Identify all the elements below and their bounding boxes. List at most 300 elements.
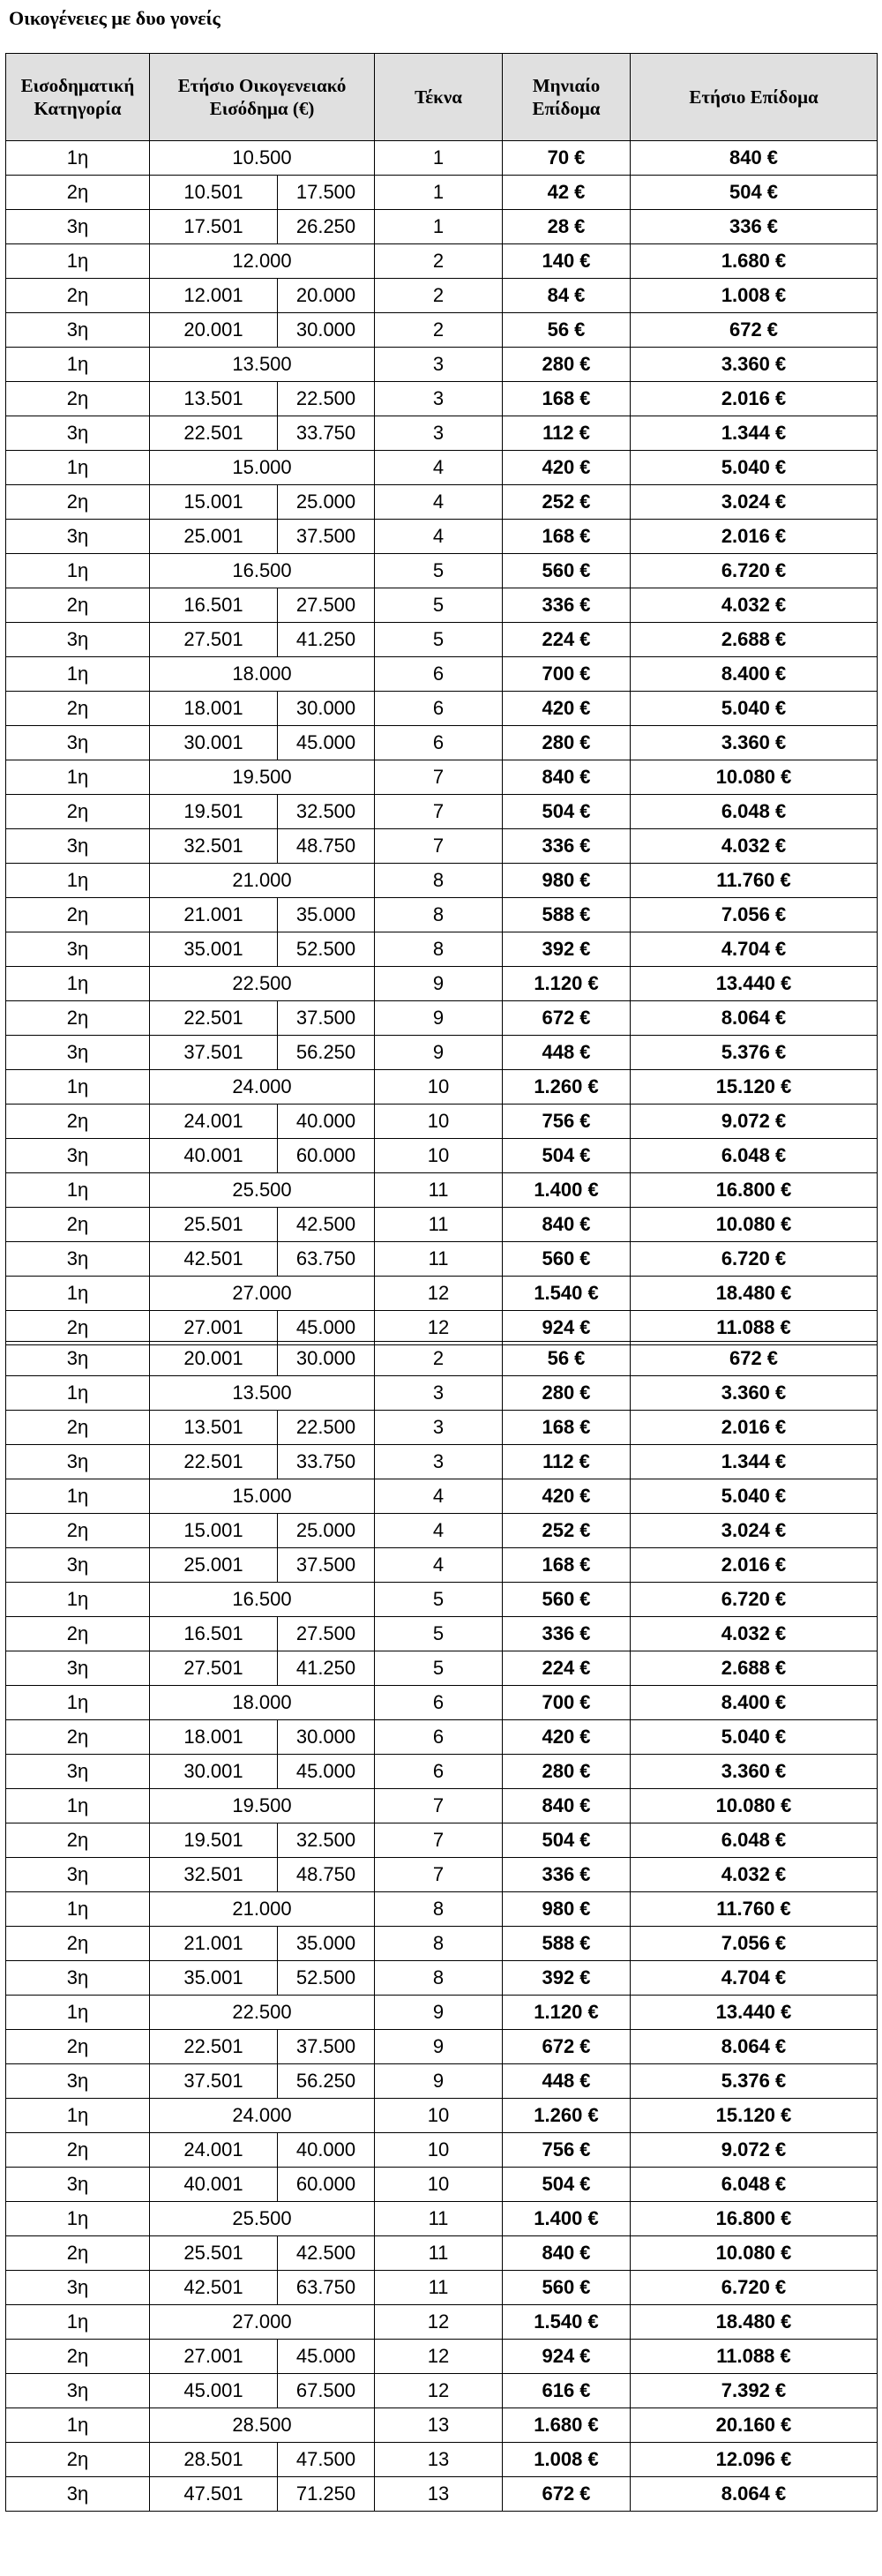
children-cell: 12	[375, 1277, 503, 1311]
annual-allowance-cell: 672 €	[631, 313, 878, 348]
table-row	[6, 1651, 878, 1686]
category-cell: 1η	[6, 348, 150, 382]
children-cell: 4	[375, 451, 503, 485]
children-cell: 11	[375, 2202, 503, 2236]
children-cell: 5	[375, 588, 503, 623]
table-row	[6, 2064, 878, 2099]
children-cell: 2	[375, 244, 503, 279]
monthly-allowance-cell: 560 €	[503, 1242, 631, 1277]
children-cell: 13	[375, 2408, 503, 2443]
table-row	[6, 1277, 878, 1311]
table-row	[6, 2133, 878, 2168]
income-to-cell: 63.750	[278, 1242, 375, 1277]
monthly-allowance-cell: 420 €	[503, 451, 631, 485]
annual-allowance-cell: 4.032 €	[631, 1617, 878, 1651]
children-cell: 2	[375, 1342, 503, 1376]
income-to-cell: 26.250	[278, 210, 375, 244]
table-row	[6, 2305, 878, 2340]
header-category: Εισοδηματική Κατηγορία	[6, 54, 150, 141]
table-row	[6, 1479, 878, 1514]
annual-allowance-cell: 3.360 €	[631, 726, 878, 760]
table-row	[6, 520, 878, 554]
category-cell: 3η	[6, 520, 150, 554]
children-cell: 1	[375, 141, 503, 176]
table-row	[6, 623, 878, 657]
table-row	[6, 382, 878, 416]
income-to-cell: 45.000	[278, 726, 375, 760]
income-from-cell: 22.501	[150, 2030, 278, 2064]
income-to-cell: 52.500	[278, 932, 375, 967]
monthly-allowance-cell: 756 €	[503, 2133, 631, 2168]
table-row	[6, 1617, 878, 1651]
children-cell: 10	[375, 1105, 503, 1139]
monthly-allowance-cell: 980 €	[503, 1892, 631, 1927]
annual-allowance-cell: 4.032 €	[631, 1858, 878, 1892]
income-threshold-cell: 19.500	[150, 1789, 375, 1823]
monthly-allowance-cell: 504 €	[503, 795, 631, 829]
income-threshold-cell: 18.000	[150, 657, 375, 692]
category-cell: 3η	[6, 623, 150, 657]
income-from-cell: 22.501	[150, 1445, 278, 1479]
header-children: Τέκνα	[375, 54, 503, 141]
income-from-cell: 20.001	[150, 1342, 278, 1376]
children-cell: 9	[375, 1001, 503, 1036]
income-to-cell: 33.750	[278, 416, 375, 451]
monthly-allowance-cell: 336 €	[503, 1858, 631, 1892]
table-row	[6, 1105, 878, 1139]
monthly-allowance-cell: 168 €	[503, 382, 631, 416]
income-from-cell: 18.001	[150, 692, 278, 726]
children-cell: 1	[375, 176, 503, 210]
children-cell: 12	[375, 2374, 503, 2408]
table-row	[6, 348, 878, 382]
income-to-cell: 52.500	[278, 1961, 375, 1996]
monthly-allowance-cell: 672 €	[503, 2030, 631, 2064]
category-cell: 3η	[6, 726, 150, 760]
children-cell: 11	[375, 1208, 503, 1242]
income-to-cell: 60.000	[278, 2168, 375, 2202]
income-to-cell: 22.500	[278, 382, 375, 416]
category-cell: 2η	[6, 485, 150, 520]
table-row	[6, 1823, 878, 1858]
children-cell: 11	[375, 2271, 503, 2305]
children-cell: 8	[375, 1961, 503, 1996]
income-to-cell: 45.000	[278, 1755, 375, 1789]
income-from-cell: 15.001	[150, 485, 278, 520]
category-cell: 1η	[6, 554, 150, 588]
category-cell: 2η	[6, 1105, 150, 1139]
annual-allowance-cell: 1.008 €	[631, 279, 878, 313]
income-threshold-cell: 12.000	[150, 244, 375, 279]
income-from-cell: 13.501	[150, 382, 278, 416]
category-cell: 3η	[6, 1139, 150, 1173]
children-cell: 9	[375, 967, 503, 1001]
monthly-allowance-cell: 1.400 €	[503, 1173, 631, 1208]
annual-allowance-cell: 6.048 €	[631, 1823, 878, 1858]
income-to-cell: 25.000	[278, 1514, 375, 1548]
income-threshold-cell: 21.000	[150, 1892, 375, 1927]
category-cell: 2η	[6, 2236, 150, 2271]
annual-allowance-cell: 4.032 €	[631, 829, 878, 864]
annual-allowance-cell: 6.048 €	[631, 2168, 878, 2202]
table-row	[6, 2271, 878, 2305]
annual-allowance-cell: 15.120 €	[631, 1070, 878, 1105]
monthly-allowance-cell: 840 €	[503, 760, 631, 795]
monthly-allowance-cell: 280 €	[503, 726, 631, 760]
children-cell: 7	[375, 795, 503, 829]
income-to-cell: 47.500	[278, 2443, 375, 2477]
category-cell: 2η	[6, 1411, 150, 1445]
table-row	[6, 485, 878, 520]
income-from-cell: 15.001	[150, 1514, 278, 1548]
income-to-cell: 35.000	[278, 1927, 375, 1961]
income-to-cell: 30.000	[278, 1720, 375, 1755]
table-row	[6, 210, 878, 244]
children-cell: 4	[375, 520, 503, 554]
income-to-cell: 25.000	[278, 485, 375, 520]
income-to-cell: 32.500	[278, 795, 375, 829]
children-cell: 2	[375, 279, 503, 313]
monthly-allowance-cell: 560 €	[503, 554, 631, 588]
annual-allowance-cell: 6.048 €	[631, 795, 878, 829]
table-row	[6, 141, 878, 176]
income-to-cell: 56.250	[278, 1036, 375, 1070]
children-cell: 13	[375, 2443, 503, 2477]
monthly-allowance-cell: 1.260 €	[503, 2099, 631, 2133]
children-cell: 4	[375, 485, 503, 520]
monthly-allowance-cell: 924 €	[503, 1311, 631, 1345]
table-row	[6, 967, 878, 1001]
children-cell: 8	[375, 1927, 503, 1961]
monthly-allowance-cell: 700 €	[503, 1686, 631, 1720]
header-row	[6, 54, 878, 141]
table-row	[6, 2374, 878, 2408]
table-row	[6, 1548, 878, 1583]
table-row	[6, 416, 878, 451]
table-row	[6, 1139, 878, 1173]
income-from-cell: 30.001	[150, 726, 278, 760]
income-threshold-cell: 15.000	[150, 451, 375, 485]
monthly-allowance-cell: 252 €	[503, 485, 631, 520]
income-threshold-cell: 22.500	[150, 967, 375, 1001]
monthly-allowance-cell: 56 €	[503, 1342, 631, 1376]
table-row	[6, 1755, 878, 1789]
table-row	[6, 1583, 878, 1617]
income-to-cell: 60.000	[278, 1139, 375, 1173]
annual-allowance-cell: 13.440 €	[631, 1996, 878, 2030]
annual-allowance-cell: 8.064 €	[631, 1001, 878, 1036]
category-cell: 1η	[6, 2305, 150, 2340]
annual-allowance-cell: 6.720 €	[631, 1583, 878, 1617]
monthly-allowance-cell: 336 €	[503, 1617, 631, 1651]
monthly-allowance-cell: 1.260 €	[503, 1070, 631, 1105]
table-row	[6, 2168, 878, 2202]
monthly-allowance-cell: 616 €	[503, 2374, 631, 2408]
monthly-allowance-cell: 504 €	[503, 1823, 631, 1858]
income-from-cell: 35.001	[150, 1961, 278, 1996]
income-from-cell: 25.001	[150, 1548, 278, 1583]
children-cell: 11	[375, 2236, 503, 2271]
income-threshold-cell: 27.000	[150, 1277, 375, 1311]
table-row	[6, 2202, 878, 2236]
annual-allowance-cell: 13.440 €	[631, 967, 878, 1001]
table-row	[6, 829, 878, 864]
children-cell: 6	[375, 692, 503, 726]
category-cell: 2η	[6, 1514, 150, 1548]
table-row	[6, 1686, 878, 1720]
income-threshold-cell: 25.500	[150, 2202, 375, 2236]
annual-allowance-cell: 9.072 €	[631, 2133, 878, 2168]
table-row	[6, 2099, 878, 2133]
annual-allowance-cell: 16.800 €	[631, 1173, 878, 1208]
income-to-cell: 22.500	[278, 1411, 375, 1445]
income-threshold-cell: 18.000	[150, 1686, 375, 1720]
income-to-cell: 27.500	[278, 1617, 375, 1651]
income-to-cell: 40.000	[278, 2133, 375, 2168]
table-row	[6, 726, 878, 760]
annual-allowance-cell: 8.064 €	[631, 2477, 878, 2512]
annual-allowance-cell: 5.040 €	[631, 451, 878, 485]
income-to-cell: 48.750	[278, 1858, 375, 1892]
annual-allowance-cell: 10.080 €	[631, 1789, 878, 1823]
income-to-cell: 37.500	[278, 520, 375, 554]
income-from-cell: 25.501	[150, 2236, 278, 2271]
category-cell: 3η	[6, 932, 150, 967]
table-row	[6, 864, 878, 898]
income-to-cell: 30.000	[278, 1342, 375, 1376]
children-cell: 4	[375, 1479, 503, 1514]
income-from-cell: 37.501	[150, 1036, 278, 1070]
table-row	[6, 760, 878, 795]
annual-allowance-cell: 9.072 €	[631, 1105, 878, 1139]
table-row	[6, 2408, 878, 2443]
income-to-cell: 37.500	[278, 2030, 375, 2064]
income-from-cell: 45.001	[150, 2374, 278, 2408]
income-to-cell: 42.500	[278, 1208, 375, 1242]
income-to-cell: 41.250	[278, 623, 375, 657]
annual-allowance-cell: 840 €	[631, 141, 878, 176]
annual-allowance-cell: 12.096 €	[631, 2443, 878, 2477]
children-cell: 5	[375, 554, 503, 588]
annual-allowance-cell: 5.040 €	[631, 1720, 878, 1755]
annual-allowance-cell: 7.056 €	[631, 898, 878, 932]
monthly-allowance-cell: 504 €	[503, 1139, 631, 1173]
category-cell: 3η	[6, 2477, 150, 2512]
table-row	[6, 2443, 878, 2477]
category-cell: 2η	[6, 588, 150, 623]
monthly-allowance-cell: 280 €	[503, 1376, 631, 1411]
category-cell: 1η	[6, 2099, 150, 2133]
children-cell: 10	[375, 2099, 503, 2133]
category-cell: 1η	[6, 1996, 150, 2030]
children-cell: 9	[375, 2064, 503, 2099]
income-from-cell: 19.501	[150, 1823, 278, 1858]
category-cell: 1η	[6, 1479, 150, 1514]
annual-allowance-cell: 11.088 €	[631, 1311, 878, 1345]
children-cell: 13	[375, 2477, 503, 2512]
table-row	[6, 2030, 878, 2064]
table-row	[6, 1242, 878, 1277]
category-cell: 2η	[6, 898, 150, 932]
children-cell: 12	[375, 1311, 503, 1345]
income-from-cell: 17.501	[150, 210, 278, 244]
category-cell: 1η	[6, 1070, 150, 1105]
income-to-cell: 63.750	[278, 2271, 375, 2305]
category-cell: 2η	[6, 279, 150, 313]
table-row	[6, 2340, 878, 2374]
income-from-cell: 40.001	[150, 1139, 278, 1173]
annual-allowance-cell: 504 €	[631, 176, 878, 210]
income-to-cell: 32.500	[278, 1823, 375, 1858]
income-from-cell: 40.001	[150, 2168, 278, 2202]
children-cell: 6	[375, 1755, 503, 1789]
children-cell: 5	[375, 1583, 503, 1617]
income-from-cell: 21.001	[150, 1927, 278, 1961]
category-cell: 2η	[6, 692, 150, 726]
annual-allowance-cell: 11.088 €	[631, 2340, 878, 2374]
table-row	[6, 588, 878, 623]
monthly-allowance-cell: 1.540 €	[503, 2305, 631, 2340]
annual-allowance-cell: 5.376 €	[631, 1036, 878, 1070]
income-to-cell: 30.000	[278, 313, 375, 348]
annual-allowance-cell: 8.064 €	[631, 2030, 878, 2064]
annual-allowance-cell: 15.120 €	[631, 2099, 878, 2133]
income-from-cell: 27.001	[150, 1311, 278, 1345]
monthly-allowance-cell: 448 €	[503, 1036, 631, 1070]
children-cell: 11	[375, 1173, 503, 1208]
category-cell: 2η	[6, 176, 150, 210]
children-cell: 4	[375, 1514, 503, 1548]
annual-allowance-cell: 5.376 €	[631, 2064, 878, 2099]
income-to-cell: 48.750	[278, 829, 375, 864]
income-to-cell: 71.250	[278, 2477, 375, 2512]
table-row	[6, 1892, 878, 1927]
table-row	[6, 932, 878, 967]
income-from-cell: 35.001	[150, 932, 278, 967]
page-title: Οικογένειες με δυο γονείς	[9, 7, 220, 29]
children-cell: 3	[375, 416, 503, 451]
children-cell: 8	[375, 932, 503, 967]
children-cell: 8	[375, 898, 503, 932]
category-cell: 3η	[6, 1548, 150, 1583]
table-row	[6, 1208, 878, 1242]
income-threshold-cell: 13.500	[150, 348, 375, 382]
header-annual: Ετήσιο Επίδομα	[631, 54, 878, 141]
income-from-cell: 22.501	[150, 1001, 278, 1036]
monthly-allowance-cell: 672 €	[503, 1001, 631, 1036]
income-to-cell: 45.000	[278, 1311, 375, 1345]
category-cell: 1η	[6, 451, 150, 485]
annual-allowance-cell: 7.392 €	[631, 2374, 878, 2408]
category-cell: 1η	[6, 244, 150, 279]
annual-allowance-cell: 3.360 €	[631, 348, 878, 382]
children-cell: 3	[375, 348, 503, 382]
children-cell: 8	[375, 1892, 503, 1927]
monthly-allowance-cell: 980 €	[503, 864, 631, 898]
income-threshold-cell: 21.000	[150, 864, 375, 898]
annual-allowance-cell: 6.720 €	[631, 554, 878, 588]
income-to-cell: 20.000	[278, 279, 375, 313]
annual-allowance-cell: 3.360 €	[631, 1376, 878, 1411]
income-from-cell: 25.001	[150, 520, 278, 554]
monthly-allowance-cell: 700 €	[503, 657, 631, 692]
monthly-allowance-cell: 392 €	[503, 932, 631, 967]
income-to-cell: 33.750	[278, 1445, 375, 1479]
category-cell: 3η	[6, 829, 150, 864]
annual-allowance-cell: 6.720 €	[631, 2271, 878, 2305]
children-cell: 5	[375, 1617, 503, 1651]
annual-allowance-cell: 8.400 €	[631, 1686, 878, 1720]
monthly-allowance-cell: 168 €	[503, 1411, 631, 1445]
annual-allowance-cell: 10.080 €	[631, 1208, 878, 1242]
children-cell: 3	[375, 1411, 503, 1445]
annual-allowance-cell: 3.024 €	[631, 1514, 878, 1548]
table-row	[6, 1720, 878, 1755]
table-row	[6, 451, 878, 485]
children-cell: 6	[375, 726, 503, 760]
income-to-cell: 42.500	[278, 2236, 375, 2271]
children-cell: 4	[375, 1548, 503, 1583]
income-threshold-cell: 16.500	[150, 554, 375, 588]
monthly-allowance-cell: 840 €	[503, 2236, 631, 2271]
category-cell: 1η	[6, 2202, 150, 2236]
income-from-cell: 28.501	[150, 2443, 278, 2477]
monthly-allowance-cell: 392 €	[503, 1961, 631, 1996]
income-threshold-cell: 19.500	[150, 760, 375, 795]
allowance-table-continued	[5, 1341, 878, 2512]
annual-allowance-cell: 11.760 €	[631, 1892, 878, 1927]
category-cell: 2η	[6, 382, 150, 416]
children-cell: 9	[375, 1036, 503, 1070]
children-cell: 3	[375, 1376, 503, 1411]
monthly-allowance-cell: 70 €	[503, 141, 631, 176]
annual-allowance-cell: 2.016 €	[631, 1548, 878, 1583]
income-from-cell: 12.001	[150, 279, 278, 313]
children-cell: 12	[375, 2340, 503, 2374]
children-cell: 6	[375, 1720, 503, 1755]
income-to-cell: 27.500	[278, 588, 375, 623]
monthly-allowance-cell: 504 €	[503, 2168, 631, 2202]
category-cell: 3η	[6, 1036, 150, 1070]
category-cell: 3η	[6, 2168, 150, 2202]
income-to-cell: 30.000	[278, 692, 375, 726]
income-to-cell: 37.500	[278, 1548, 375, 1583]
annual-allowance-cell: 4.032 €	[631, 588, 878, 623]
table-row	[6, 1927, 878, 1961]
children-cell: 3	[375, 382, 503, 416]
income-from-cell: 19.501	[150, 795, 278, 829]
category-cell: 2η	[6, 1617, 150, 1651]
category-cell: 1η	[6, 760, 150, 795]
table-row	[6, 1001, 878, 1036]
category-cell: 1η	[6, 1789, 150, 1823]
monthly-allowance-cell: 588 €	[503, 898, 631, 932]
table-row	[6, 1514, 878, 1548]
monthly-allowance-cell: 924 €	[503, 2340, 631, 2374]
category-cell: 2η	[6, 2133, 150, 2168]
table-row	[6, 1036, 878, 1070]
income-from-cell: 22.501	[150, 416, 278, 451]
annual-allowance-cell: 2.016 €	[631, 520, 878, 554]
table-row	[6, 1070, 878, 1105]
children-cell: 11	[375, 1242, 503, 1277]
table-row	[6, 244, 878, 279]
income-from-cell: 24.001	[150, 1105, 278, 1139]
table-row	[6, 1173, 878, 1208]
annual-allowance-cell: 4.704 €	[631, 932, 878, 967]
monthly-allowance-cell: 1.680 €	[503, 2408, 631, 2443]
table-row	[6, 657, 878, 692]
